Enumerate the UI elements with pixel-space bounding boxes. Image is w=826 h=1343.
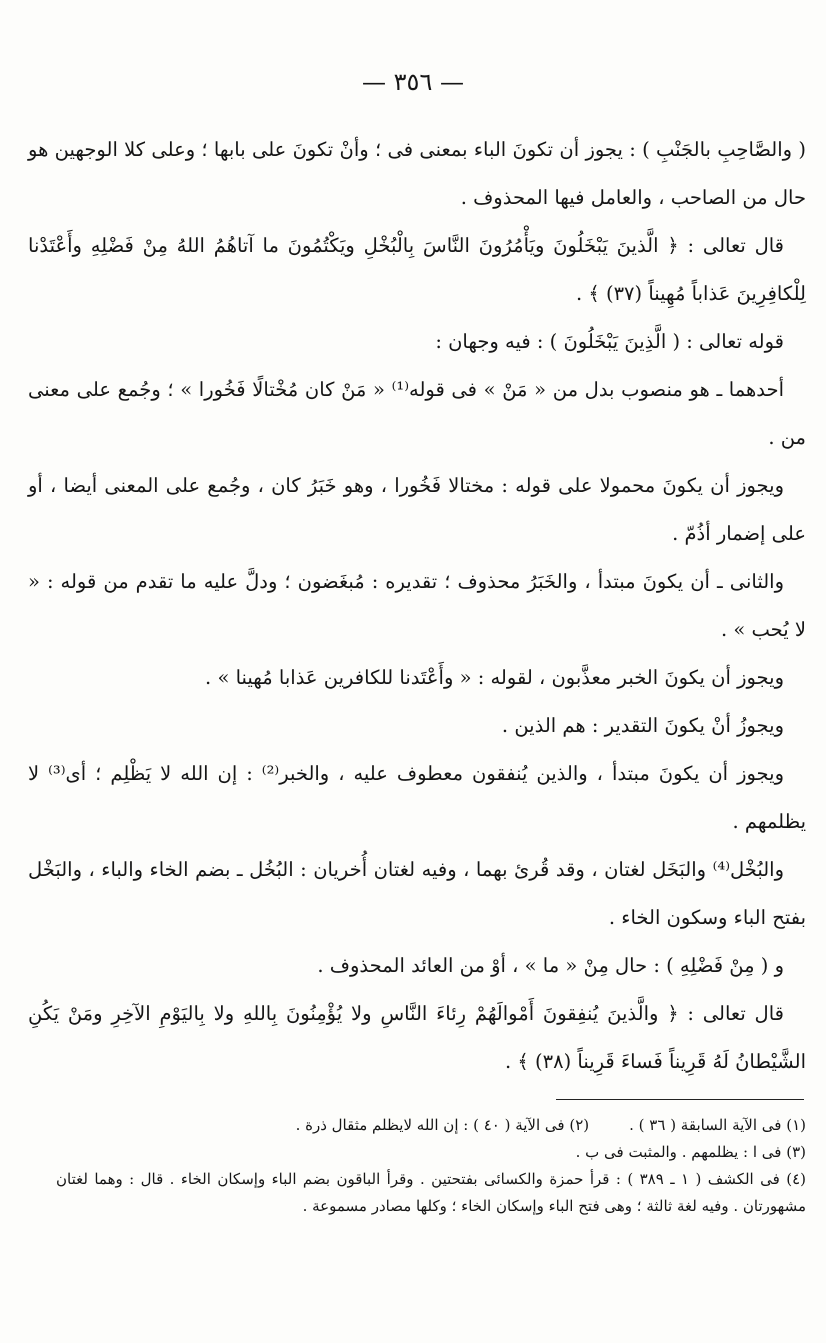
paragraph-mubtada: ويجوز أن يكونَ مبتدأ ، والذين يُنفقون معطوف عليه ، والخبر⁽²⁾ : إن الله لا يَظْلِم ؛ أى⁽³⁾ لا يظلمهم .	[28, 762, 806, 833]
paragraph-mahmul: ويجوز أن يكونَ محمولا على قوله : مختالا فَخُورا ، وهو خَبَرُ كان ، وجُمع على المعنى أيضا ، أو على إضمار أذُمّ .	[28, 474, 806, 545]
footnotes	[56, 1112, 806, 1220]
footnote-row-1-2	[56, 1112, 806, 1139]
paragraph-second-aspect: والثانى ـ أن يكونَ مبتدأ ، والخَبَرُ محذوف ؛ تقديره : مُبغَضون ؛ ودلَّ عليه ما تقدم من قوله : « لا يُحب » .	[28, 570, 806, 641]
footnote-3: (٣) فى ا : يظلمهم . والمثبت فى ب .	[575, 1143, 806, 1161]
main-text	[28, 126, 806, 1086]
paragraph-hum-alladhina: ويجوزُ أنْ يكونَ التقدير : هم الذين .	[501, 714, 784, 737]
verse-37: قال تعالى : ﴿ الَّذينَ يَبْخَلُونَ ويَأْمُرُونَ النَّاسَ بِالْبُخْلِ ويَكْتُمُونَ ما آتاهُمُ اللهُ مِنْ فَضْلِهِ وأَعْتَدْنا لِلْكافِرِينَ عَذاباً مُهِيناً (٣٧) ﴾ .	[28, 234, 806, 305]
paragraph-sahib-bil-janb: ( والصَّاحِبِ بالجَنْبِ ) : يجوز أن تكونَ الباء بمعنى فى ؛ وأنْ تكونَ على بابها ؛ وعلى كلا الوجهين هو حال من الصاحب ، والعامل فيها المحذوف .	[28, 138, 806, 209]
paragraph-muadhabun: ويجوز أن يكونَ الخبر معذَّبون ، لقوله : « وأَعْتَدنا للكافرين عَذابا مُهينا » .	[205, 666, 784, 689]
paragraph-first-aspect: أحدهما ـ هو منصوب بدل من « مَنْ » فى قوله⁽¹⁾ « مَنْ كان مُخْتالًا فَخُورا » ؛ وجُمع على معنى من .	[28, 378, 806, 449]
footnote-2: (٢) فى الآية ( ٤٠ ) : إن الله لايظلم مثقال ذرة .	[295, 1116, 590, 1134]
paragraph-min-fadlihi: و ( مِنْ فَضْلِهِ ) : حال مِنْ « ما » ، أوْ من العائد المحذوف .	[317, 954, 784, 977]
page-number: — ٣٥٦ —	[362, 68, 464, 96]
footnote-1: (١) فى الآية السابقة ( ٣٦ ) .	[629, 1116, 806, 1134]
paragraph-alladhina-yabkhalun: قوله تعالى : ( الَّذِينَ يَبْخَلُونَ ) : فيه وجهان :	[435, 330, 784, 353]
paragraph-bukhl: والبُخْل⁽⁴⁾ والبَخَل لغتان ، وقد قُرئ بهما ، وفيه لغتان أُخريان : البُخُل ـ بضم الخاء والباء ، والبَخْل بفتح الباء وسكون الخاء .	[28, 858, 806, 929]
footnote-divider	[556, 1099, 804, 1100]
footnote-4: (٤) فى الكشف ( ١ ـ ٣٨٩ ) : قرأ حمزة والكسائى بفتحتين . وقرأ الباقون بضم الباء وإسكان الخاء . قال : وهما لغتان مشهورتان . وفيه لغة ثالثة ؛ وهى فتح الباء وإسكان الخاء ؛ وكلها مصادر مسموعة .	[56, 1170, 806, 1215]
verse-38: قال تعالى : ﴿ والَّذينَ يُنفِقونَ أَمْوالَهُمْ رِئاءَ النَّاسِ ولا يُؤْمِنُونَ بِاللهِ ولا بِاليَوْمِ الآخِرِ ومَنْ يَكُنِ الشَّيْطانُ لَهُ قَرِيناً فَساءَ قَرِيناً (٣٨) ﴾ .	[28, 1002, 806, 1073]
